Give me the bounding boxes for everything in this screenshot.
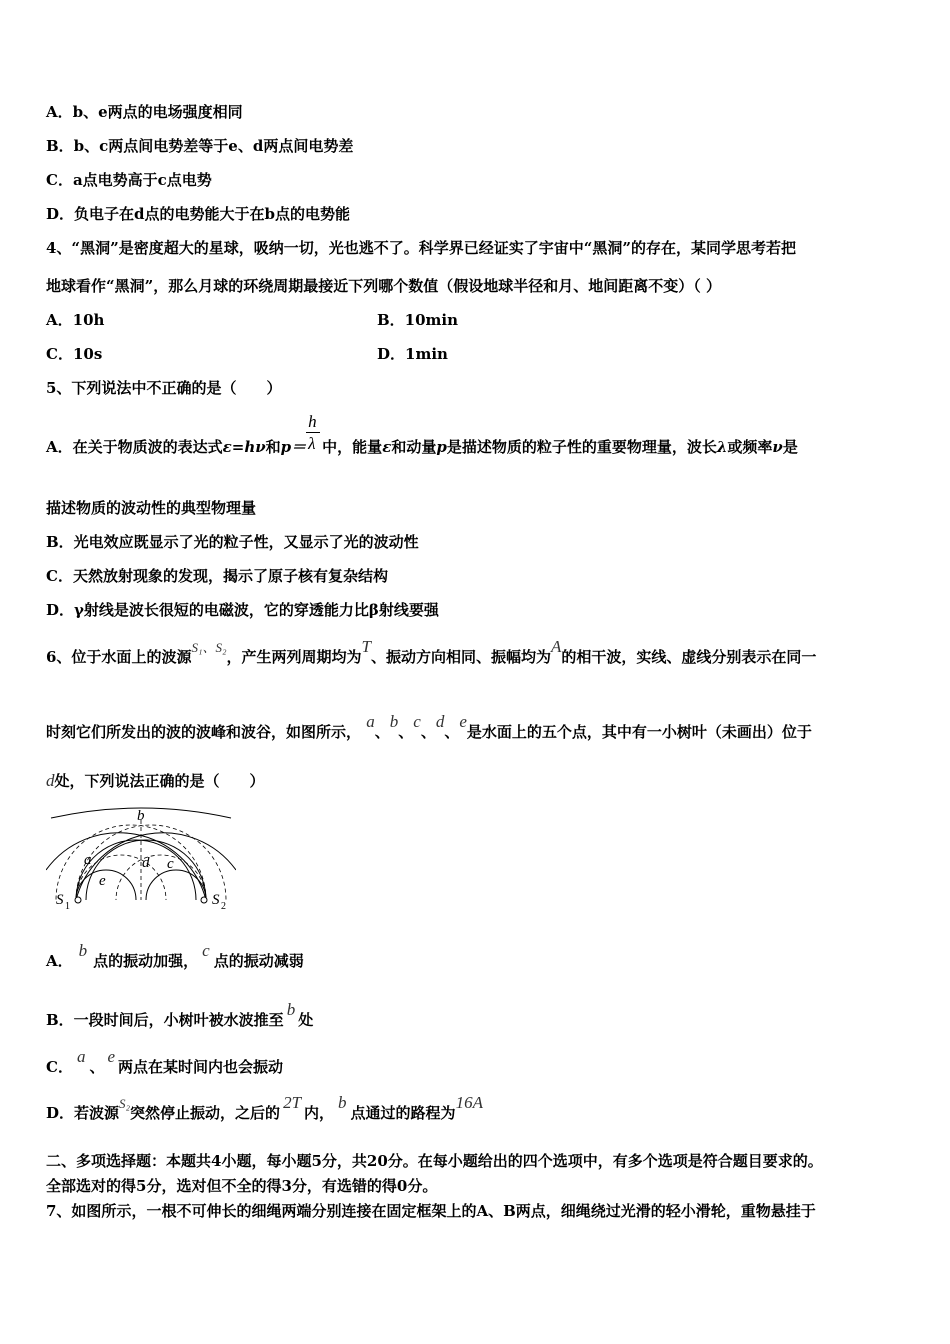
q6-c-sep: 、 [89, 1058, 105, 1076]
q6-text2: ，产生两列周期均为 [226, 648, 362, 666]
q6-point-a: a [366, 712, 375, 731]
q3-option-c: C．a点电势高于c点电势 [46, 171, 212, 189]
q5-stem: 5、下列说法中不正确的是（ ） [46, 379, 282, 397]
section2-heading-line2: 全部选对的得5分，选对但不全的得3分，有选错的得0分。 [46, 1177, 438, 1195]
q6-option-c [46, 1047, 910, 1077]
q5-a-formula1: ε=hν [222, 438, 266, 456]
q3-option-a: A．b、e两点的电场强度相同 [46, 103, 243, 121]
q6-point-c: c [413, 712, 421, 731]
q4-options-row1 [46, 310, 910, 330]
q6-d-text4: 点通过的路程为 [350, 1104, 456, 1122]
q6-stem-line3 [46, 771, 910, 791]
q6-a-b: b [78, 941, 88, 960]
q5-option-c: C．天然放射现象的发现，揭示了原子核有复杂结构 [46, 567, 388, 585]
q4-stem-line1: 4、“黑洞”是密度超大的星球，吸纳一切，光也逃不了。科学界已经证实了宇宙中“黑洞”的存在，某同学思考若把 [46, 239, 796, 257]
q5-a-text5: 或频率 [727, 438, 773, 456]
s1-crest-0 [76, 870, 136, 900]
q6-c-text1: C． [46, 1058, 73, 1076]
fig-label-c: c [167, 856, 174, 872]
q6-point-b: b [389, 712, 399, 731]
q6-sep3: 、 [420, 723, 436, 741]
q5-a-formula2: p＝ [280, 438, 307, 456]
s1-source-icon [75, 897, 81, 903]
fraction-bar [306, 432, 320, 433]
q5-a-text2: 中，能量 [322, 438, 383, 456]
q6-c-a: a [76, 1047, 86, 1066]
q5-a-epsilon: ε [382, 438, 392, 456]
s2-crest-0 [146, 870, 206, 900]
q6-b-b: b [286, 1000, 296, 1019]
wave-interference-figure [46, 800, 236, 915]
fig-label-a: a [84, 852, 92, 868]
q6-point-d-2: d [46, 771, 55, 790]
q5-a-text1: A．在关于物质波的表达式 [46, 438, 223, 456]
q6-sep4: 、 [444, 723, 460, 741]
q5-a-nu: ν [772, 438, 783, 456]
q6-a-text3: 点的振动减弱 [213, 952, 304, 970]
q3-option-d: D．负电子在d点的电势能大于在b点的电势能 [46, 205, 350, 223]
q5-a-text3: 和动量 [391, 438, 437, 456]
q6-text3: 、振动方向相同、振幅均为 [370, 648, 551, 666]
q6-text5: 时刻它们所发出的波的波峰和波谷，如图所示， [46, 723, 362, 741]
q6-point-d: d [435, 712, 445, 731]
q3-option-b: B．b、c两点间电势差等于e、d两点间电势差 [46, 137, 354, 155]
fig-label-s1: S [56, 892, 64, 908]
q6-a-text1: A． [46, 952, 73, 970]
q6-c-e: e [107, 1047, 116, 1066]
q6-text4: 的相干波，实线、虚线分别表示在同一 [561, 648, 817, 666]
fig-label-d: d [142, 855, 150, 871]
section2-heading-line1: 二、多项选择题：本题共4小题，每小题5分，共20分。在每小题给出的四个选项中，有多个选项是符合题目要求的。 [46, 1152, 823, 1170]
q6-option-a [46, 941, 910, 971]
q6-point-e: e [459, 712, 467, 731]
q6-d-2t: 2T [283, 1093, 302, 1112]
q6-d-16a: 16A [455, 1093, 483, 1112]
q5-a-and: 和 [265, 438, 281, 456]
q5-option-d: D．γ射线是波长很短的电磁波，它的穿透能力比β射线要强 [46, 601, 439, 619]
q4-option-a: A．10h [46, 311, 105, 329]
q6-s1s2: S₁、S₂ [191, 640, 227, 655]
q6-option-b [46, 1000, 910, 1030]
q6-a-c: c [202, 941, 210, 960]
q6-d-s2: S₂ [119, 1096, 131, 1111]
q4-stem-line2: 地球看作“黑洞”，那么月球的环绕周期最接近下列哪个数值（假设地球半径和月、地间距离不变）（ ） [46, 277, 721, 295]
q6-a-text2: 点的振动加强， [93, 952, 199, 970]
q6-stem-line1 [46, 637, 910, 668]
q6-option-d [46, 1093, 910, 1124]
q6-d-text3: 内， [304, 1104, 335, 1122]
q4-option-d: D．1min [377, 345, 448, 363]
fig-label-e: e [99, 873, 106, 889]
q5-a-lambda: λ [716, 438, 728, 456]
q6-d-b: b [338, 1093, 347, 1112]
q5-a-fraction [306, 412, 322, 458]
q5-a-text6: 是 [782, 438, 798, 456]
q6-period-t: T [361, 637, 371, 656]
s2-source-icon [201, 897, 207, 903]
q6-stem-line2 [46, 712, 910, 742]
q7-stem-line1: 7、如图所示，一根不可伸长的细绳两端分别连接在固定框架上的A、B两点，细绳绕过光滑的轻小滑轮，重物悬挂于 [46, 1202, 816, 1220]
q6-b-text2: 处 [298, 1011, 314, 1029]
q5-option-b: B．光电效应既显示了光的粒子性，又显示了光的波动性 [46, 533, 419, 551]
q5-option-a-line2: 描述物质的波动性的典型物理量 [46, 499, 257, 517]
q6-b-text1: B．一段时间后，小树叶被水波推至 [46, 1011, 284, 1029]
q5-option-a-line1 [46, 412, 910, 458]
fig-label-s2-sub: 2 [221, 901, 226, 912]
q4-option-b: B．10min [377, 311, 459, 329]
q6-d-text2: 突然停止振动，之后的 [130, 1104, 281, 1122]
fig-label-b: b [137, 808, 145, 824]
fig-label-s1-sub: 1 [65, 901, 70, 912]
q6-sep1: 、 [374, 723, 390, 741]
q6-d-text1: D．若波源 [46, 1104, 120, 1122]
q6-text7: 处，下列说法正确的是（ ） [54, 772, 265, 790]
q4-options-row2 [46, 344, 910, 364]
q6-text6: 是水面上的五个点，其中有一小树叶（未画出）位于 [466, 723, 812, 741]
fig-label-s2: S [212, 892, 220, 908]
q5-a-text4: 是描述物质的粒子性的重要物理量，波长 [446, 438, 717, 456]
q6-amplitude-a: A [551, 637, 562, 656]
fraction-numerator: h [308, 412, 317, 431]
q6-c-text2: 两点在某时间内也会振动 [118, 1058, 284, 1076]
q6-text1: 6、位于水面上的波源 [46, 648, 192, 666]
q6-sep2: 、 [398, 723, 414, 741]
fraction-denominator: λ [308, 434, 316, 453]
q4-option-c: C．10s [46, 345, 103, 363]
q5-a-p: p [436, 438, 447, 456]
